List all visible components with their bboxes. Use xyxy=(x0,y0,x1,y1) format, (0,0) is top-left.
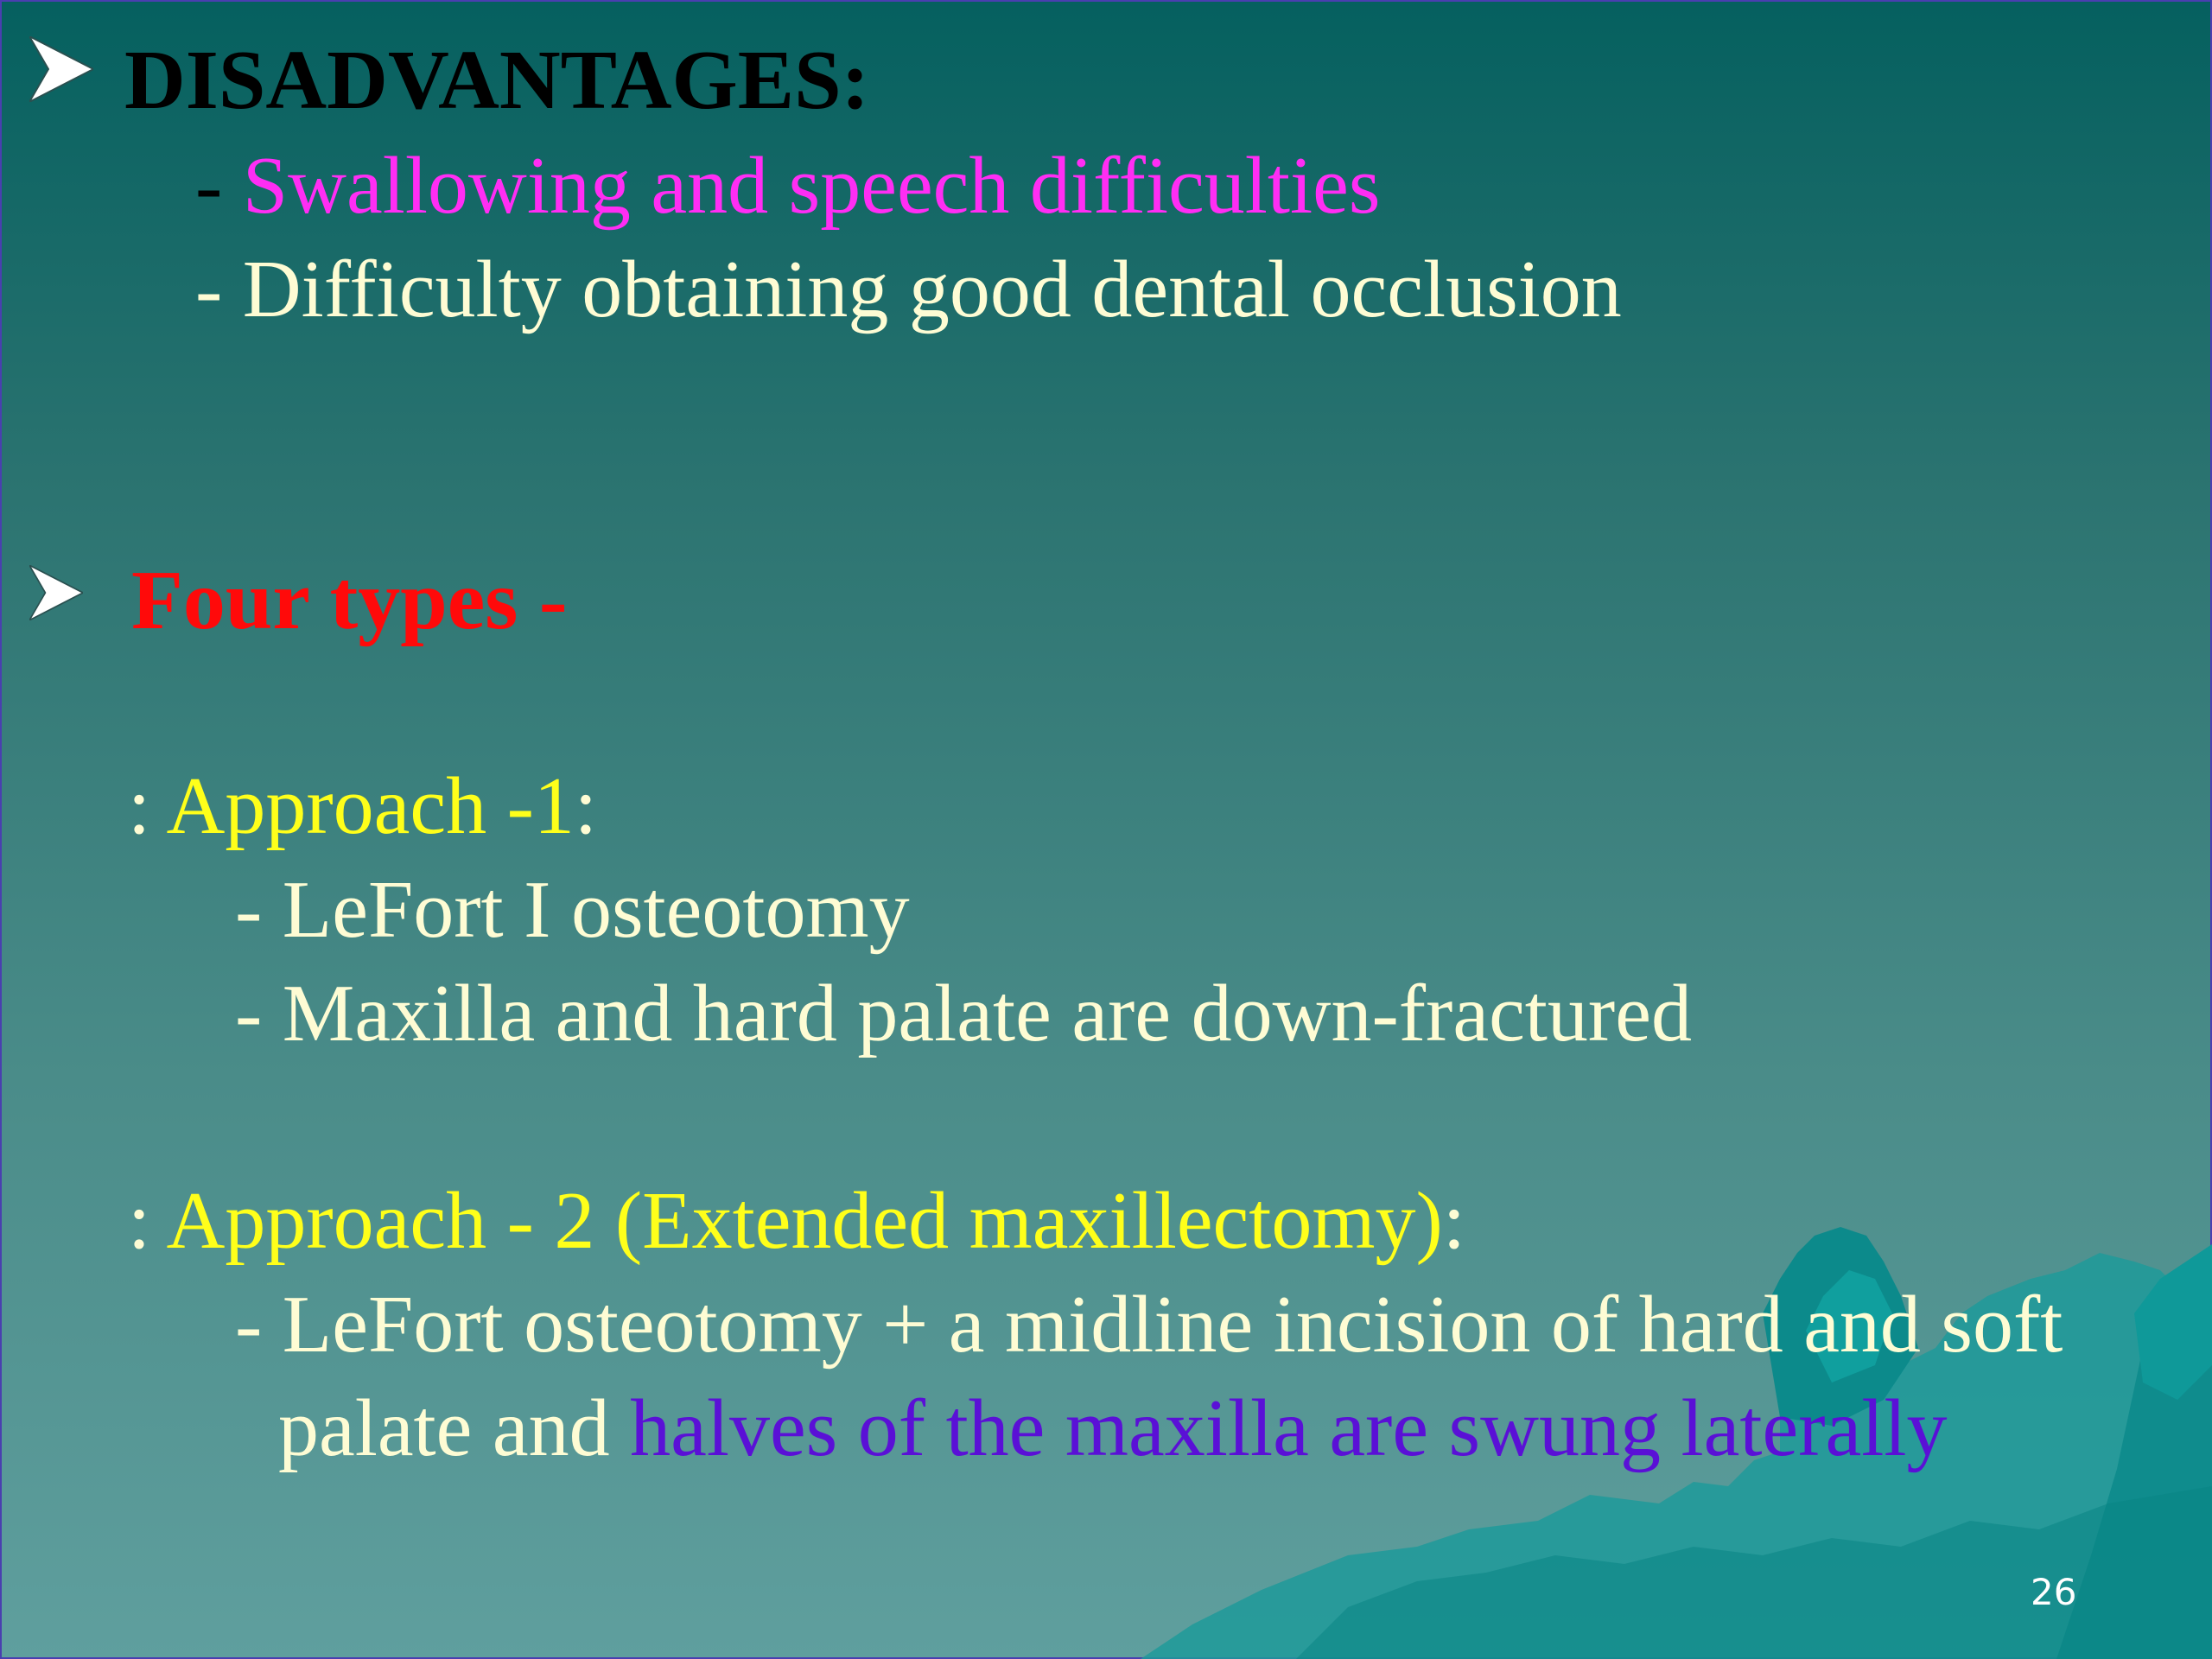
approach-2-item-osteotomy: - LeFort osteotomy + a midline incision of hard and soft xyxy=(235,1280,2063,1370)
approach-1-suffix: : xyxy=(574,761,597,851)
arrowhead-bullet-icon xyxy=(29,565,83,620)
approach-2-label: Approach - 2 (Extended maxillectomy) xyxy=(166,1176,1443,1266)
approach-1-item-osteotomy: - LeFort I osteotomy xyxy=(235,865,910,955)
disadvantage-item-occlusion: - Difficulty obtaining good dental occlusion xyxy=(195,245,1622,334)
arrowhead-bullet-icon xyxy=(29,36,93,102)
approach-1-label: Approach -1 xyxy=(166,761,575,851)
disadvantage-item-swallowing xyxy=(195,141,1381,231)
palate-text: palate and xyxy=(278,1383,631,1473)
page-number: 26 xyxy=(2031,1571,2077,1613)
four-types-heading: Four types - xyxy=(131,554,568,647)
approach-2-prefix: : xyxy=(128,1176,167,1266)
approach-2-heading xyxy=(128,1176,1465,1266)
item-dash: - xyxy=(195,141,223,231)
approach-1-heading xyxy=(128,761,597,851)
approach-2-suffix: : xyxy=(1442,1176,1465,1266)
approach-1-prefix: : xyxy=(128,761,167,851)
halves-swung-text: halves of the maxilla are swung laterally xyxy=(630,1383,1948,1473)
approach-2-item-continuation xyxy=(278,1383,1948,1473)
swallowing-text: Swallowing and speech difficulties xyxy=(242,141,1381,231)
approach-1-item-maxilla: - Maxilla and hard palate are down-fractured xyxy=(235,969,1692,1058)
disadvantages-heading: DISADVANTAGES: xyxy=(124,34,870,127)
